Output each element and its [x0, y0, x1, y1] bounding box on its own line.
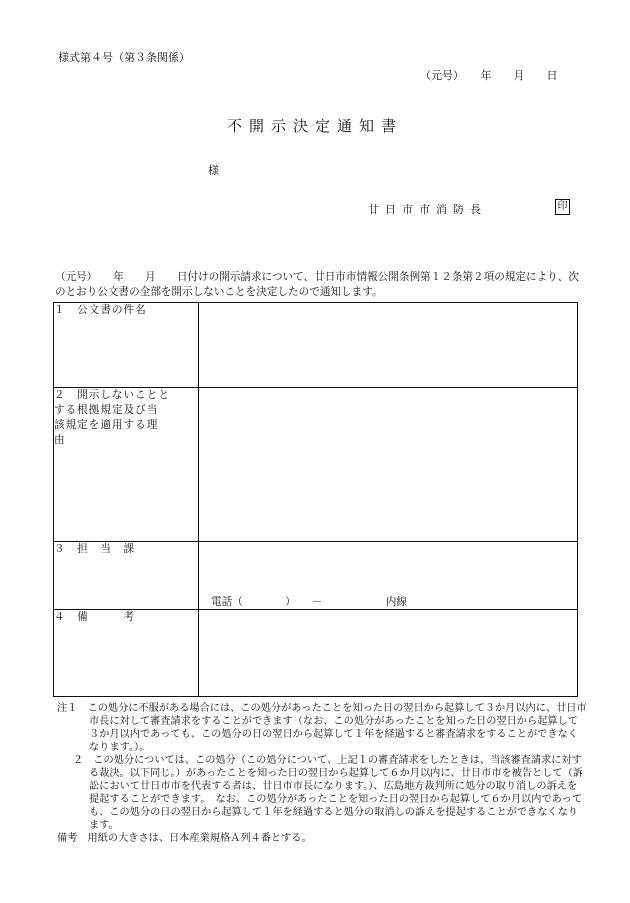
seal-stamp: 印 [555, 199, 570, 215]
department-label: ３ 担 当 課 [54, 542, 199, 610]
table-row [54, 610, 578, 697]
addressee-suffix: 様 [208, 164, 219, 177]
remark-line: 備考 用紙の大きさは、日本産業規格Ａ列４番とする。 [57, 833, 312, 844]
sender-name: 廿日市市消防長 [368, 203, 487, 216]
department-value[interactable] [199, 542, 578, 610]
remarks-value[interactable] [199, 610, 578, 697]
document-name-value[interactable] [199, 303, 578, 388]
intro-paragraph: （元号） 年 月 日付けの開示請求について、廿日市市情報公開条例第１２条第２項の規定により、次のとおり公文書の全部を開示しないことを決定したので通知します。 [55, 271, 579, 298]
date-line: （元号） 年 月 日 [420, 69, 558, 82]
table-row [54, 388, 578, 542]
note-2: ２ この処分については、この処分（この処分について、上記１の審査請求をしたときは、当該審査請求に対する裁決。以下同じ。）があったことを知った日の翌日から起算して６か月以内に、廿日市市を被告として（訴訟において廿日市市を代表する者は、廿日市市長になります。）、広島地方裁判所に処分の取り消しの訴えを提起することができます。 なお、この処分があったことを知った日の翌日から起算して６か月以内であっても、この処分の日の翌日から起算して１年を経過すると処分の取消しの訴えを提起することができなくなります。 [73, 755, 583, 831]
form-number: 様式第４号（第３条関係） [58, 51, 190, 64]
notice-table [53, 302, 578, 697]
phone-line: 電話（ ） － 内線 [211, 596, 407, 608]
table-row [54, 542, 578, 610]
note-1: 注１ この処分に不服がある場合には、この処分があったことを知った日の翌日から起算して３か月以内に、廿日市市長に対して審査請求をすることができます（なお、この処分があったことを知った日の翌日から起算して３か月以内であっても、この処分の日の翌日から起算して１年を経過すると審査請求をすることができなくなります。）。 [57, 703, 587, 753]
notes-section [57, 702, 587, 845]
remarks-label: ４ 備 考 [54, 610, 199, 697]
reason-label-text: ２ 開示しないことと する根拠規定及び当 該規定を適用する理 由 [54, 389, 170, 446]
reason-label [54, 388, 199, 542]
document-name-label: １ 公文書の件名 [54, 303, 199, 388]
document-title: 不開示決定通知書 [226, 117, 403, 135]
reason-value[interactable] [199, 388, 578, 542]
table-row [54, 303, 578, 388]
